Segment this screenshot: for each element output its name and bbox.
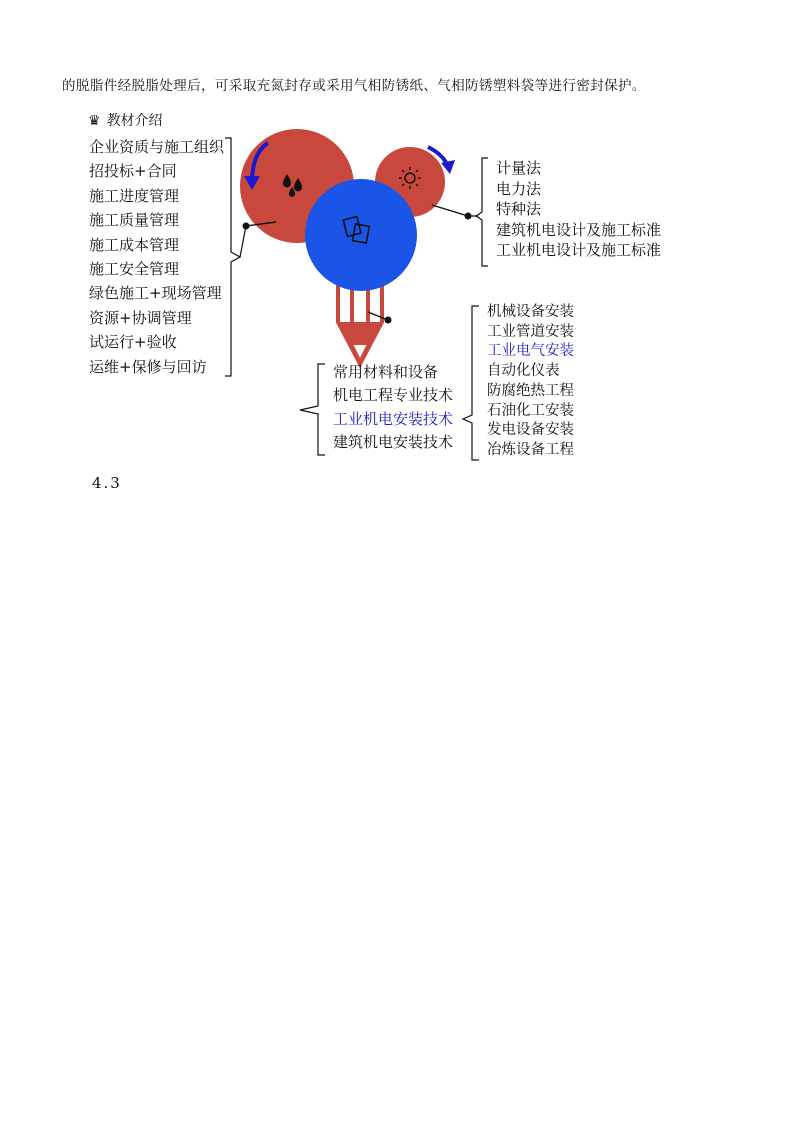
section-title: 教材介绍 <box>106 113 163 129</box>
installation-types-list <box>487 303 574 461</box>
right-bottom-bracket <box>463 306 479 460</box>
list-item: 资源+协调管理 <box>89 308 192 327</box>
list-item: 发电设备安装 <box>487 422 574 439</box>
bottom-center-bracket <box>300 364 325 455</box>
list-item: 企业资质与施工组织 <box>89 138 225 156</box>
list-item: 计量法 <box>496 159 542 177</box>
list-item: 建筑机电安装技术 <box>333 432 454 451</box>
technology-list <box>333 361 453 454</box>
left-bracket <box>225 138 240 376</box>
list-item: 电力法 <box>496 179 542 198</box>
list-item: 防腐绝热工程 <box>487 382 574 399</box>
list-item: 工业机电设计及施工标准 <box>496 241 662 260</box>
list-item: 自动化仪表 <box>487 363 560 380</box>
management-topics-list <box>89 135 224 379</box>
list-item: 施工质量管理 <box>89 211 180 230</box>
list-item: 绿色施工+现场管理 <box>89 284 222 303</box>
section-number: 4.3 <box>92 474 122 492</box>
list-item: 机电工程专业技术 <box>333 386 454 405</box>
list-item: 建筑机电设计及施工标准 <box>496 220 662 239</box>
list-item: 工业管道安装 <box>487 323 574 340</box>
list-item: 施工安全管理 <box>89 260 180 279</box>
list-item: 施工成本管理 <box>89 235 180 254</box>
intro-paragraph: 的脱脂件经脱脂处理后，可采取充氮封存或采用气相防锈纸、气相防锈塑料袋等进行密封保护。 <box>62 78 646 94</box>
list-item: 机械设备安装 <box>487 304 574 320</box>
list-item: 施工进度管理 <box>89 186 180 205</box>
regulations-list <box>496 158 661 261</box>
list-item-highlight: 工业电气安装 <box>487 343 574 360</box>
list-item-highlight: 工业机电安装技术 <box>333 409 454 428</box>
list-item: 运维+保修与回访 <box>89 357 207 376</box>
list-item: 试运行+验收 <box>89 333 177 352</box>
list-item: 特种法 <box>496 200 542 219</box>
crown-icon: ♛ <box>88 113 101 129</box>
list-item: 招投标+合同 <box>89 162 177 181</box>
list-item: 冶炼设备工程 <box>487 441 574 458</box>
center-blue-circle <box>305 179 417 291</box>
right-top-bracket <box>476 158 488 266</box>
list-item: 常用材料和设备 <box>333 363 439 381</box>
list-item: 石油化工安装 <box>487 402 574 419</box>
